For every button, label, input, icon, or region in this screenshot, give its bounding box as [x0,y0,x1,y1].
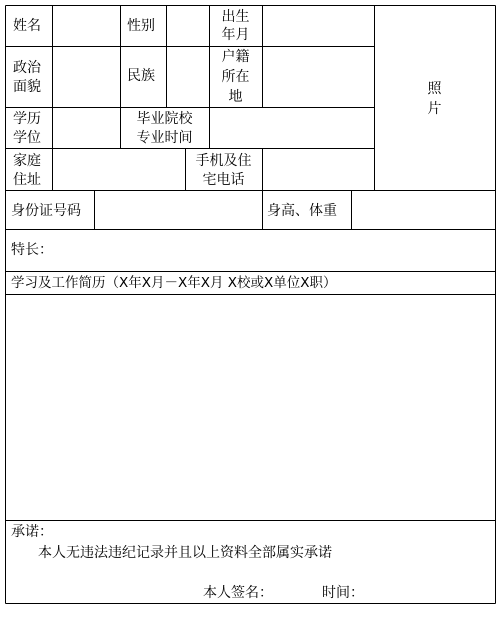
photo-label-line1: 照 [427,81,442,97]
pledge-text: 本人无违法违纪记录并且以上资料全部属实承诺 [38,545,332,561]
hukou-label-line1: 户籍 [221,49,250,65]
ethnic-label: 民族 [127,68,155,84]
hukou-label-line2: 所在 [221,69,250,85]
gender-label: 性别 [127,18,155,34]
political-label-line1: 政治 [13,60,41,76]
signature-label: 本人签名： [203,585,273,601]
height-weight-label: 身高、体重 [267,203,337,219]
pledge-label: 承诺： [11,524,53,540]
id-number-label: 身份证号码 [11,203,81,219]
school-label-line1: 毕业院校 [136,111,193,127]
address-label-line2: 住址 [13,172,41,188]
history-label: 学习及工作简历（X年X月－X年X月 X校或X单位X职） [11,275,337,291]
specialty-label: 特长： [11,242,53,258]
phone-label-line2: 宅电话 [202,172,245,188]
education-label-line1: 学历 [13,111,41,127]
date-label: 时间： [322,585,364,601]
birth-label-line2: 年月 [221,27,250,43]
school-label-line2: 专业时间 [136,130,193,146]
phone-label-line1: 手机及住 [195,153,252,169]
hukou-label-line3: 地 [228,89,243,105]
name-label: 姓名 [13,18,41,34]
address-label-line1: 家庭 [13,153,41,169]
photo-label-line2: 片 [427,101,442,117]
education-label-line2: 学位 [13,130,41,146]
birth-label-line1: 出生 [221,9,250,25]
political-label-line2: 面貌 [13,79,41,95]
